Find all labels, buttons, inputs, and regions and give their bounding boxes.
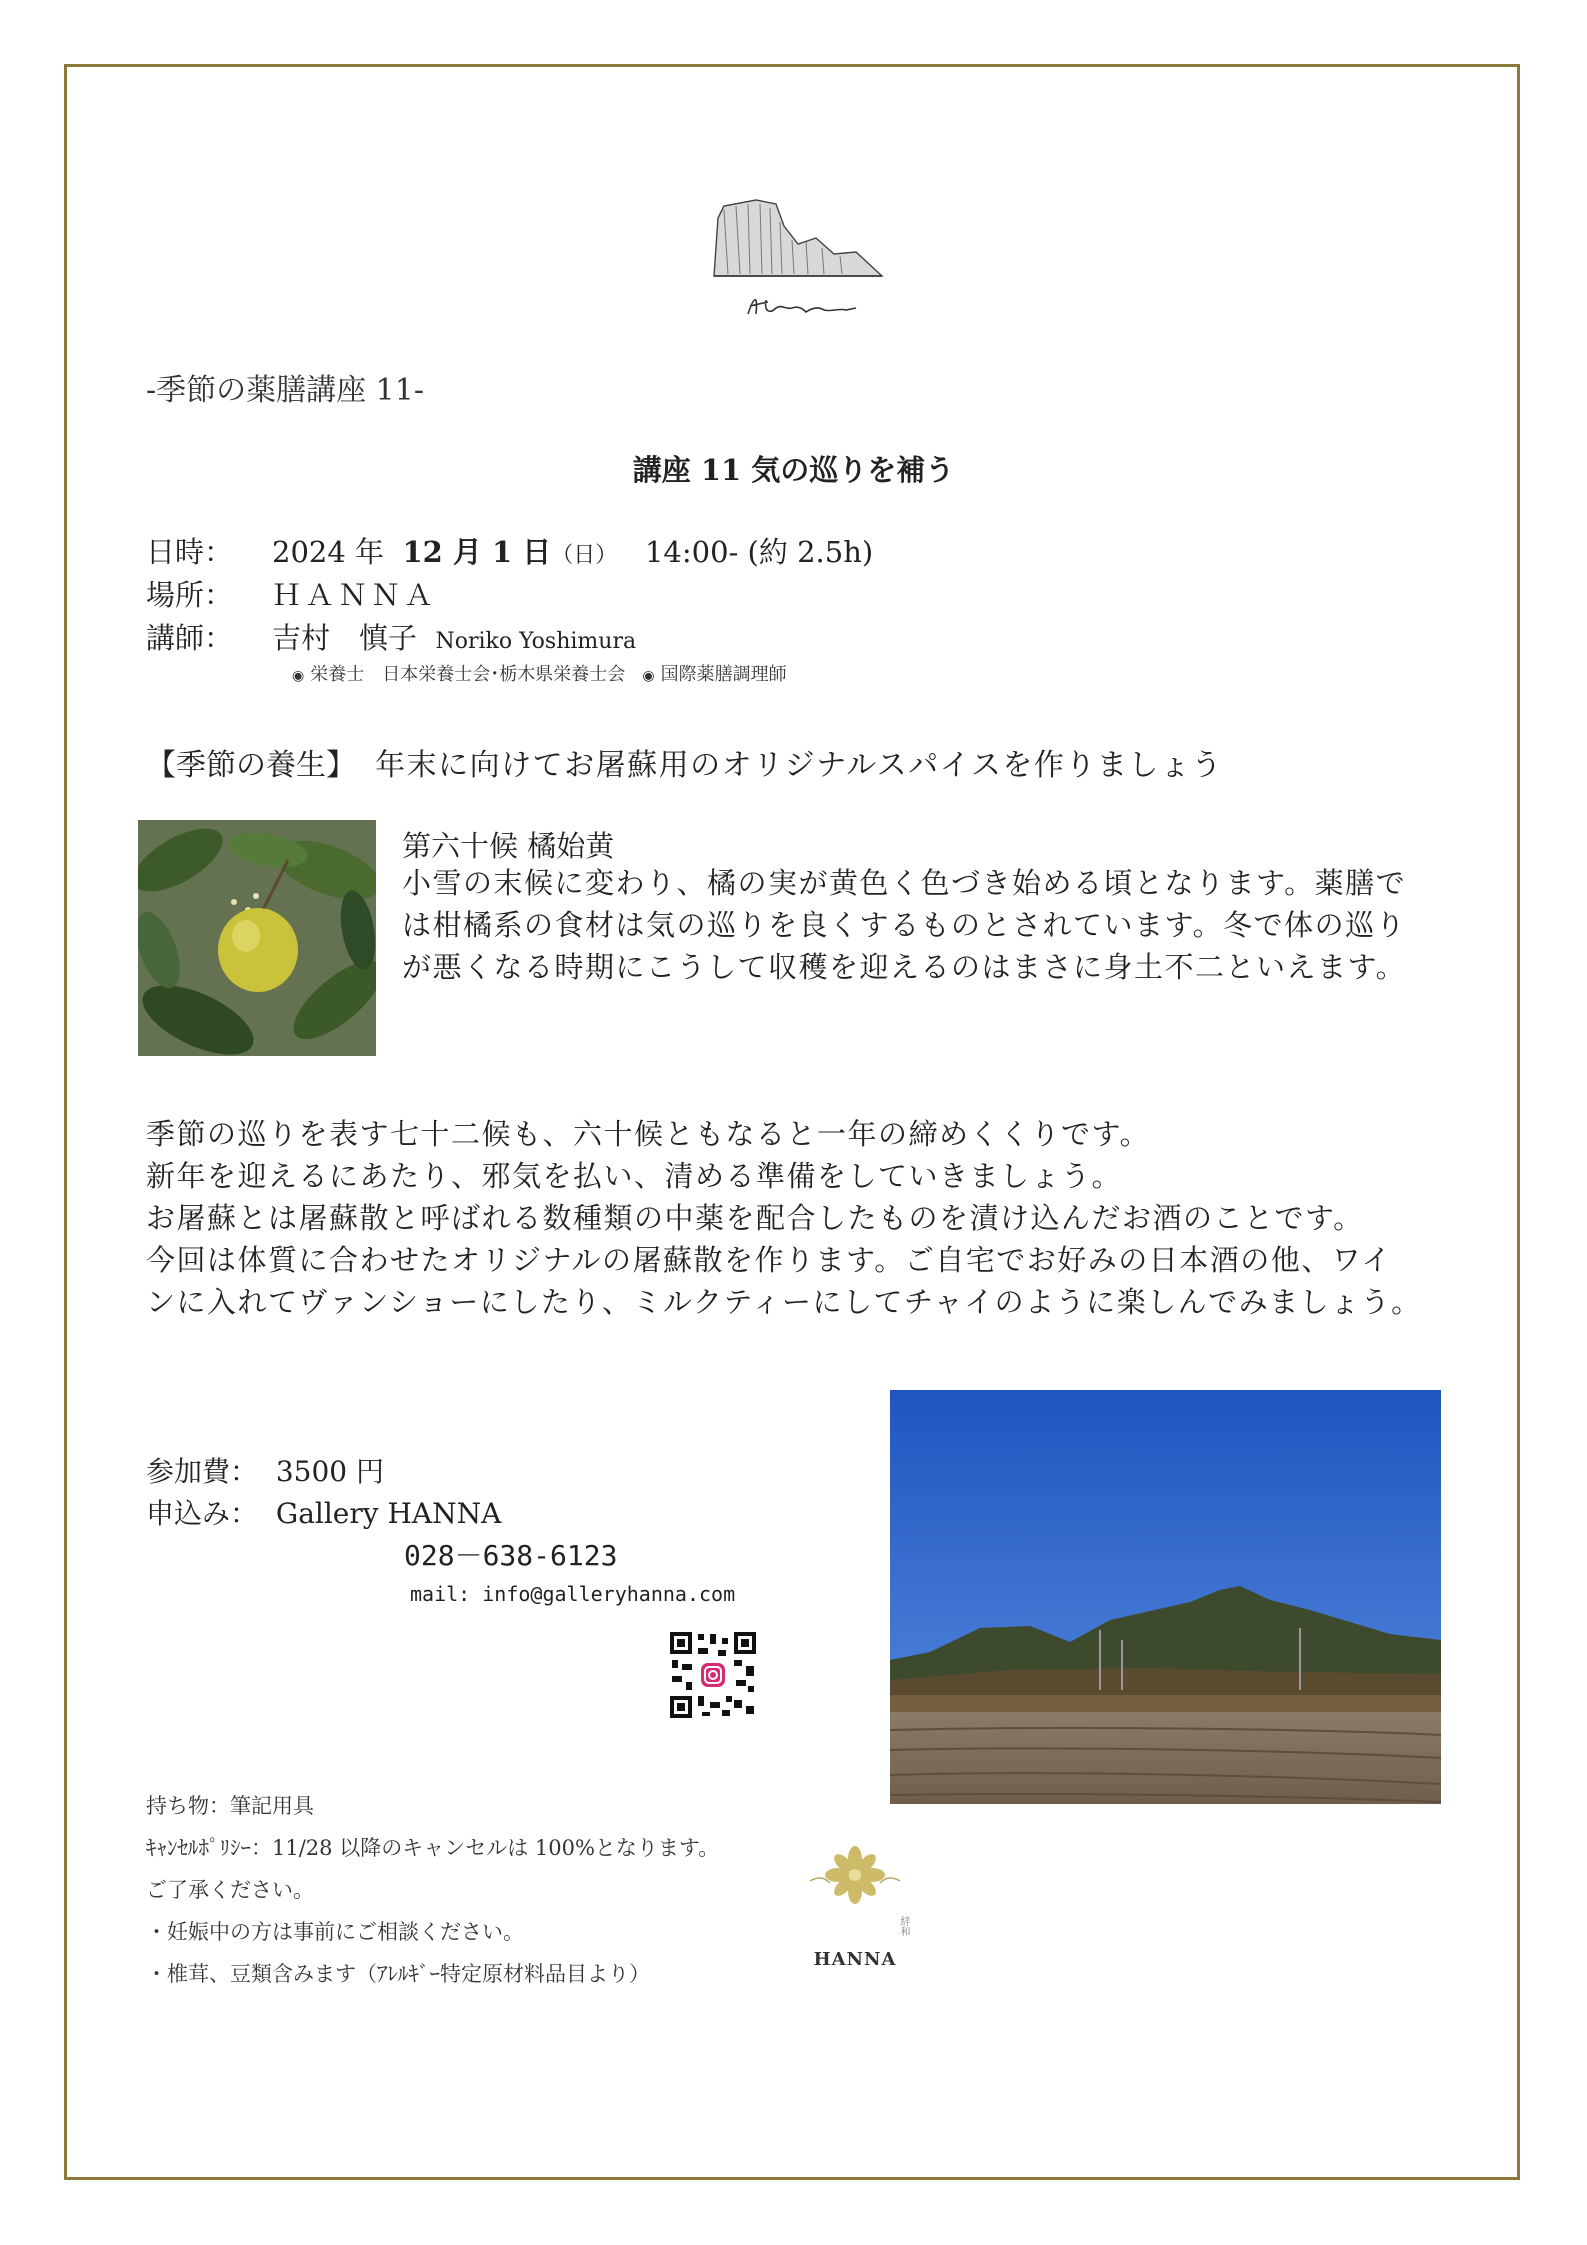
credentials-1: 栄養士 日本栄養士会･栃木県栄養士会 (310, 664, 626, 685)
note-item: ｷｬﾝｾﾙﾎﾟﾘｼｰ：11/28 以降のキャンセルは 100%となります。 (146, 1836, 720, 1860)
hanna-logo-word: HANNA (813, 1949, 897, 1970)
lemon-photo (138, 820, 376, 1056)
date-year: 2024 年 (272, 535, 385, 569)
kou-body (402, 862, 1462, 988)
teacher-romaji: Noriko Yoshimura (435, 629, 637, 654)
note-item: ご了承ください。 (146, 1878, 314, 1902)
main-line: 今回は体質に合わせたオリジナルの屠蘇散を作ります。ご自宅でお好みの日本酒の他、ワイ (146, 1243, 1392, 1277)
note-item: ・妊娠中の方は事前にご相談ください。 (146, 1920, 524, 1944)
teacher-name: 吉村 慎子 (272, 621, 418, 655)
date-time: 14:00- (約 2.5h) (644, 535, 874, 569)
bullet-icon: ◉ (292, 668, 305, 684)
main-description (146, 1113, 1422, 1323)
phone-number[interactable]: 028－638-6123 (404, 1539, 618, 1572)
credentials-2: 国際薬膳調理師 (660, 664, 787, 685)
kou-line: 小雪の末候に変わり、橘の実が黄色く色づき始める頃となります。薬膳で (402, 866, 1407, 900)
place-label: 場所： (146, 578, 234, 612)
main-line: 新年を迎えるにあたり、邪気を払い、清める準備をしていきましょう。 (146, 1159, 1123, 1193)
apply-label: 申込み： (146, 1497, 259, 1530)
instagram-qr-code[interactable] (668, 1630, 758, 1720)
kou-line: は柑橘系の食材は気の巡りを良くするものとされています。冬で体の巡り (402, 908, 1407, 942)
mountain-photo (890, 1390, 1441, 1804)
hinoe-logo (706, 196, 896, 326)
note-item: ・椎茸、豆類含みます（ｱﾚﾙｷﾞｰ特定原材料品目より） (146, 1962, 650, 1986)
season-text: 年末に向けてお屠蘇用のオリジナルスパイスを作りましょう (375, 748, 1223, 783)
main-line: 季節の巡りを表す七十二候も、六十候ともなると一年の締めくくりです。 (146, 1117, 1151, 1151)
note-item: 持ち物：筆記用具 (146, 1794, 314, 1818)
date-day: 12 月 1 日 (402, 535, 552, 569)
hanna-logo (800, 1845, 910, 1975)
series-title: -季節の薬膳講座 11- (146, 373, 424, 408)
email-link[interactable]: mail: info@galleryhanna.com (410, 1582, 736, 1606)
date-row (146, 530, 873, 571)
lecture-title: 講座 11 気の巡りを補う (632, 453, 955, 487)
gallery-name: Gallery HANNA (275, 1497, 502, 1530)
place-value: ＨＡＮＮＡ (272, 578, 438, 612)
date-weekday: （日） (551, 543, 618, 568)
hanna-logo-sub: 絆和 (898, 1916, 909, 1936)
kou-line: が悪くなる時期にこうして収穫を迎えるのはまさに身土不二といえます。 (402, 950, 1407, 984)
notes (146, 1785, 719, 1995)
season-heading: 【季節の養生】 (146, 748, 356, 783)
fee-row (146, 1450, 384, 1490)
teacher-label: 講師： (146, 621, 234, 655)
fee-label: 参加費： (146, 1455, 259, 1488)
season-heading-row (146, 740, 1223, 784)
main-line: お屠蘇とは屠蘇散と呼ばれる数種類の中薬を配合したものを漬け込んだお酒のことです。 (146, 1201, 1364, 1235)
main-line: ンに入れてヴァンショーにしたり、ミルクティーにしてチャイのように楽しんでみましょう。 (146, 1285, 1422, 1319)
teacher-credentials (292, 660, 787, 686)
teacher-row (146, 616, 636, 657)
kou-title: 第六十候 橘始黄 (402, 829, 615, 863)
fee-value: 3500 円 (275, 1455, 384, 1488)
place-row (146, 573, 437, 614)
apply-row (146, 1492, 501, 1532)
bullet-icon: ◉ (642, 668, 655, 684)
date-label: 日時： (146, 535, 234, 569)
